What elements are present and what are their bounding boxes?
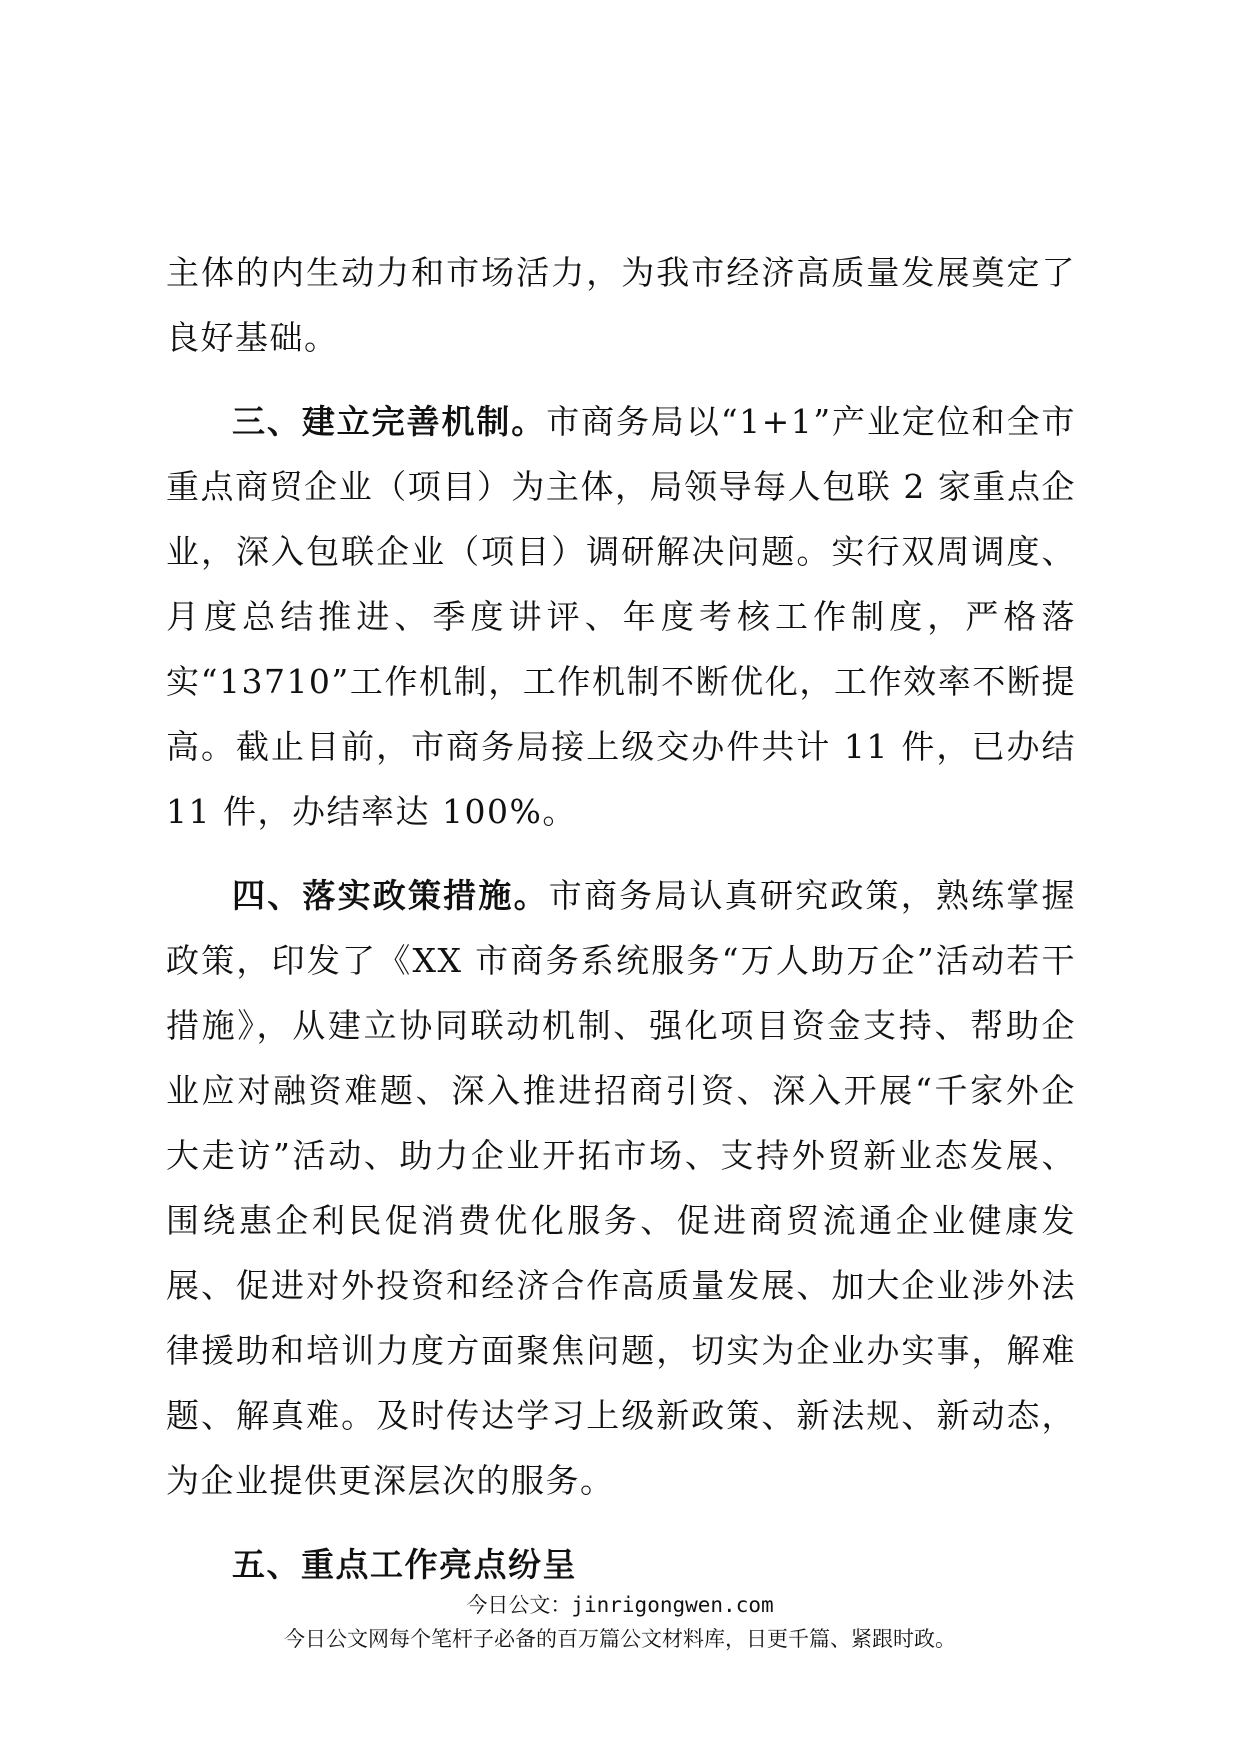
paragraph-text: 市商务局以“1+1”产业定位和全市重点商贸企业（项目）为主体，局领导每人包联 2 家重点企业，深入包联企业（项目）调研解决问题。实行双周调度、月度总结推进、季度讲评、年度考核工作制度，严格落实“13710”工作机制，工作机制不断优化，工作效率不断提高。截止目前，市商务局接上级交办件共计 11 件，已办结 11 件，办结率达 100%。 bbox=[166, 402, 1077, 831]
footer-site-label: 今日公文： bbox=[466, 1593, 572, 1617]
paragraph-section-5 bbox=[166, 1532, 1076, 1597]
document-body bbox=[166, 240, 1076, 1597]
paragraph-continuation bbox=[166, 240, 1076, 370]
footer-tagline: 今日公文网每个笔杆子必备的百万篇公文材料库，日更千篇、紧跟时政。 bbox=[284, 1627, 956, 1651]
paragraph-text: 主体的内生动力和市场活力，为我市经济高质量发展奠定了良好基础。 bbox=[166, 253, 1076, 357]
footer-site-link[interactable]: jinrigongwen.com bbox=[571, 1593, 774, 1617]
paragraph-section-4 bbox=[166, 863, 1076, 1513]
section-heading: 四、落实政策措施。 bbox=[232, 876, 549, 915]
footer-site bbox=[0, 1589, 1240, 1619]
section-heading: 五、重点工作亮点纷呈 bbox=[232, 1545, 577, 1584]
section-heading: 三、建立完善机制。 bbox=[232, 402, 547, 441]
paragraph-text: 市商务局认真研究政策，熟练掌握政策，印发了《XX 市商务系统服务“万人助万企”活动若干措施》，从建立协同联动机制、强化项目资金支持、帮助企业应对融资难题、深入推进招商引资、深入开展“千家外企大走访”活动、助力企业开拓市场、支持外贸新业态发展、围绕惠企利民促消费优化服务、促进商贸流通企业健康发展、促进对外投资和经济合作高质量发展、加大企业涉外法律援助和培训力度方面聚焦问题，切实为企业办实事，解难题、解真难。及时传达学习上级新政策、新法规、新动态，为企业提供更深层次的服务。 bbox=[166, 876, 1077, 1500]
paragraph-section-3 bbox=[166, 389, 1076, 844]
